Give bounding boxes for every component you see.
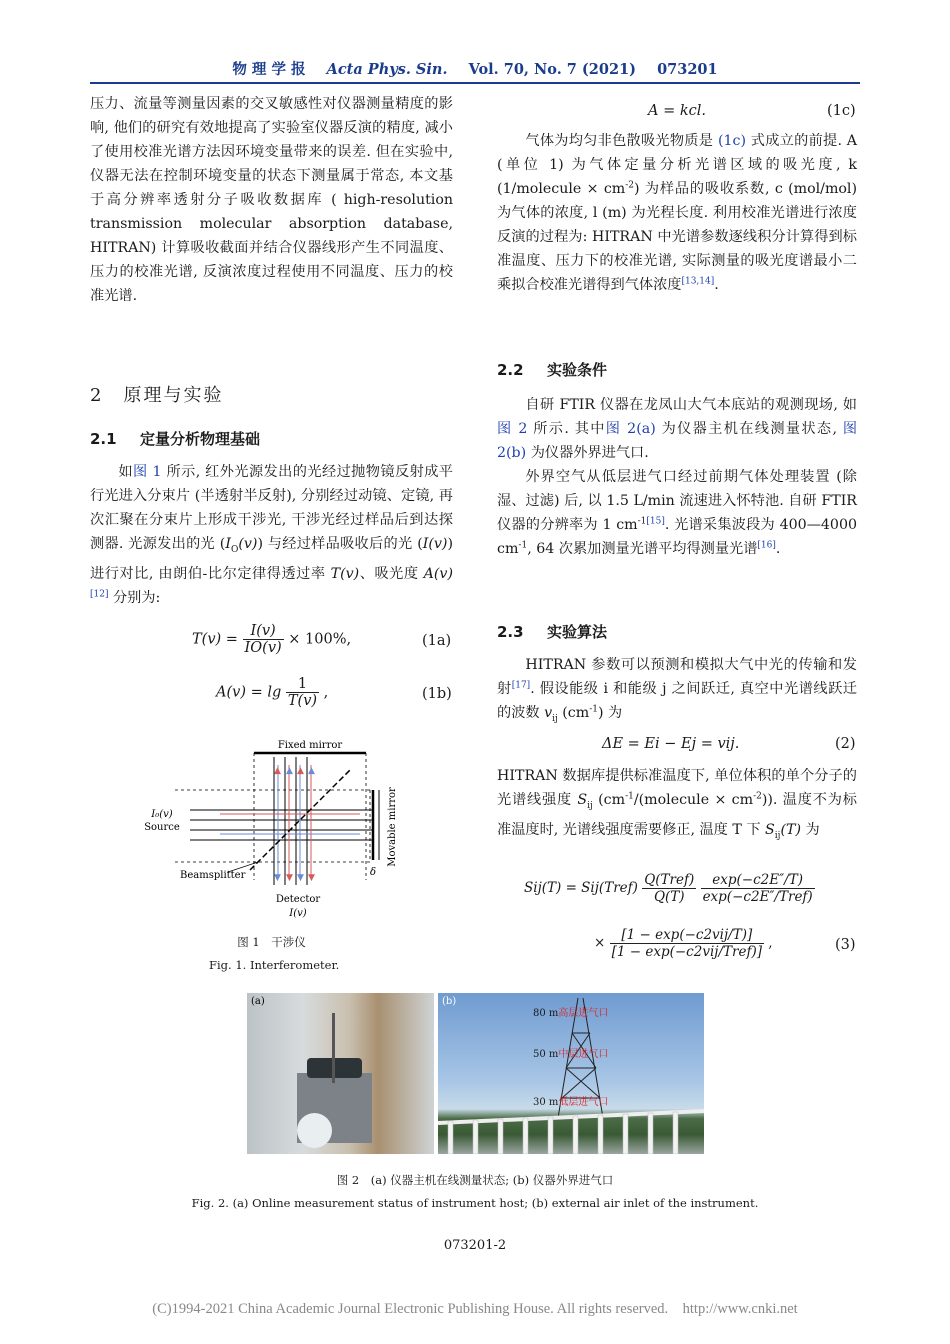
svg-text:▲: ▲ bbox=[274, 766, 281, 776]
svg-text:▼: ▼ bbox=[308, 873, 315, 883]
beam-lines bbox=[190, 757, 373, 885]
svg-text:▼: ▼ bbox=[274, 873, 281, 883]
equation-3-number: (3) bbox=[835, 937, 856, 953]
detector-symbol: I(v) bbox=[289, 908, 307, 919]
right-paragraph-1: 气体为均匀非色散吸光物质是 (1c) 式成立的前提. A (单位 1) 为气体定量分析光谱区域的吸光度, k (1/molecule × $cm^{-2}$) 为样品的吸收系数, c (mol/mol) 为气体的浓度, l (m) 为光程长度. 利用校准光谱进行浓度反演的过程为: HITRAN 中光谱参数逐线积分计算得到标准温度、压力下的校准光谱, 实际测量的吸光度谱最小二乘拟合校准光谱得到气体浓度[13,14]. bbox=[497, 133, 858, 293]
section-2-3-heading: 2.3 实验算法 bbox=[497, 623, 608, 641]
equation-2-number: (2) bbox=[835, 736, 856, 752]
fig1-link[interactable]: 图 1 bbox=[133, 464, 162, 480]
page-number: 073201-2 bbox=[443, 1238, 507, 1253]
movable-mirror-label: Movable mirror bbox=[387, 787, 398, 867]
equation-1a: T(v) = $\frac{I(v)}{IO(v)}$ × 100%, bbox=[192, 623, 352, 656]
left-paragraph-1: 压力、流量等测量因素的交叉敏感性对仪器测量精度的影响, 他们的研究有效地提高了实验室仪器反演的精度, 减小了使用校准光谱方法因环境变量带来的误差. 但在实验中, 仪器无法在控制环境变量的状态下测量属于常态, 本文基于高分辨率透射分子吸收数据库 ( high-resolution transmission molecular absorption database, HITRAN) 计算吸收截面并结合仪器线形产生不同温度、压力的校准光谱, 反演浓度过程使用不同温度、压力的校准光谱. bbox=[90, 96, 453, 304]
equation-1b-number: (1b) bbox=[422, 686, 452, 702]
figure-2a-photo bbox=[247, 993, 434, 1154]
section-2-1-heading: 2.1 定量分析物理基础 bbox=[90, 430, 261, 448]
right-paragraph-5: HITRAN 数据库提供标准温度下, 单位体积的单个分子的光谱线强度 $S_{ij}$ $(cm^{-1}/(molecule \times cm^{-2}))$. 温度不为标准温度时, 光谱线强度需要修正, 温度 T 下 $S_{ij}(T)$ 为 bbox=[497, 768, 857, 841]
source-symbol: I₀(v) bbox=[151, 809, 173, 820]
figure-1-caption-en: Fig. 1. Interferometer. bbox=[209, 958, 340, 972]
equation-1a-number: (1a) bbox=[422, 633, 452, 649]
cite-13-14[interactable]: [13,14] bbox=[681, 276, 715, 287]
right-paragraph-4: HITRAN 参数可以预测和模拟大气中光的传输和发射[17]. 假设能级 i 和能级 j 之间跃迁, 真空中光谱线跃迁的波数 $v_{ij}$ $(cm^{-1})$ 为 bbox=[497, 657, 857, 724]
fig2b-link[interactable]: 图 2(b) bbox=[497, 421, 858, 461]
equation-1c: A = kcl. bbox=[648, 103, 706, 119]
figure-2a-label: (a) bbox=[251, 996, 265, 1007]
inlet-80m: 80 m高层进气口 bbox=[533, 1008, 609, 1019]
right-paragraph-2: 自研 FTIR 仪器在龙凤山大气本底站的观测现场, 如图 2 所示. 其中图 2(a) 为仪器主机在线测量状态, 图 2(b) 为仪器外界进气口. 外界空气从低层进气口经过前期气体处理装置 (除湿、过滤) 后, 以 1.5 L/min 流速进入怀特池. 自研 FTIR 仪器的分辨率为 1 cm$^{-1[15]}$. 光谱采集波段为 400—4000 $cm^{-1}$, 64 次累加测量光谱平均得测量光谱[16]. bbox=[497, 397, 858, 557]
figure-2-caption-cn: 图 2 (a) 仪器主机在线测量状态; (b) 仪器外界进气口 bbox=[336, 1173, 614, 1187]
svg-text:▲: ▲ bbox=[297, 766, 304, 776]
figure-2b-label: (b) bbox=[442, 996, 457, 1007]
cite-16[interactable]: [16] bbox=[757, 540, 776, 551]
header-rule bbox=[90, 82, 860, 84]
svg-text:▲: ▲ bbox=[308, 766, 315, 776]
cite-12[interactable]: [12] bbox=[90, 589, 109, 600]
dewar-tank bbox=[297, 1113, 332, 1148]
journal-header bbox=[0, 58, 950, 79]
svg-text:▲: ▲ bbox=[286, 766, 293, 776]
equation-3-line-1: Sij(T) = Sij(Tref) $\frac{\text{Q(Tref)}}{Q(T)}$ $\frac{\exp(-c2E''/T)}{\text{exp(−c2E″/Tref)}}$ bbox=[524, 872, 813, 905]
fig2-link[interactable]: 图 2 bbox=[497, 421, 528, 437]
fig2a-link[interactable]: 图 2(a) bbox=[605, 421, 656, 437]
beamsplitter-label: Beamsplitter bbox=[180, 870, 246, 881]
fixed-mirror-label: Fixed mirror bbox=[277, 740, 343, 751]
cite-15[interactable]: [15] bbox=[646, 516, 665, 527]
source-label: Source bbox=[144, 822, 180, 833]
svg-text:▼: ▼ bbox=[286, 873, 293, 883]
journal-name-cn: 物 理 学 报 bbox=[232, 61, 306, 78]
inlet-30m: 30 m低层进气口 bbox=[533, 1097, 609, 1108]
figure-1-caption-cn: 图 1 干涉仪 bbox=[237, 935, 306, 949]
dashed-guides bbox=[175, 753, 370, 880]
inlet-50m: 50 m中层进气口 bbox=[533, 1049, 609, 1060]
delta-label: δ bbox=[370, 867, 377, 878]
left-paragraph-2: 如图 1 所示, 红外光源发出的光经过抛物镜反射成平行光进入分束片 (半透射半反射), 分别经过动镜、定镜, 再次汇聚在分束片上形成干涉光, 干涉光经过样品后到达探测器. 光源发出的光 $(I_O(v))$ 与经过样品吸收后的光 (I(v)) 进行对比, 由朗伯-比尔定律得透过率 T(v)、吸光度 A(v)[12] 分别为: bbox=[90, 464, 453, 606]
journal-volume: Vol. 70, No. 7 (2021) bbox=[468, 61, 637, 78]
section-2-heading: 2 原理与实验 bbox=[90, 385, 224, 406]
equation-1b: A(v) = lg $\frac{1}{T(v)}$ , bbox=[216, 676, 329, 709]
cite-17[interactable]: [17] bbox=[511, 680, 531, 691]
figure-2b-photo bbox=[438, 993, 704, 1154]
equation-3-line-2: × $\frac{\text{[1 − exp(−c2vij/T)]}}{\text{[1 − exp(−c2vij/Tref)]}}$ , bbox=[594, 927, 773, 960]
stand-pole bbox=[332, 1013, 335, 1083]
article-number: 073201 bbox=[657, 61, 718, 78]
equation-1c-number: (1c) bbox=[827, 103, 856, 119]
journal-name-en: Acta Phys. Sin. bbox=[326, 61, 448, 78]
figure-2-caption-en: Fig. 2. (a) Online measurement status of instrument host; (b) external air inlet of the instrument. bbox=[191, 1196, 759, 1210]
copyright-watermark: (C)1994-2021 China Academic Journal Electronic Publishing House. All rights reserved. http://www.cnki.net bbox=[152, 1301, 798, 1317]
svg-text:▼: ▼ bbox=[297, 873, 304, 883]
detector-label: Detector bbox=[275, 894, 321, 905]
interferometer-diagram bbox=[130, 735, 430, 930]
section-2-2-heading: 2.2 实验条件 bbox=[497, 361, 608, 379]
equation-2: ΔE = Ei − Ej = vij. bbox=[602, 736, 740, 752]
eq-1c-link[interactable]: (1c) bbox=[717, 133, 747, 149]
